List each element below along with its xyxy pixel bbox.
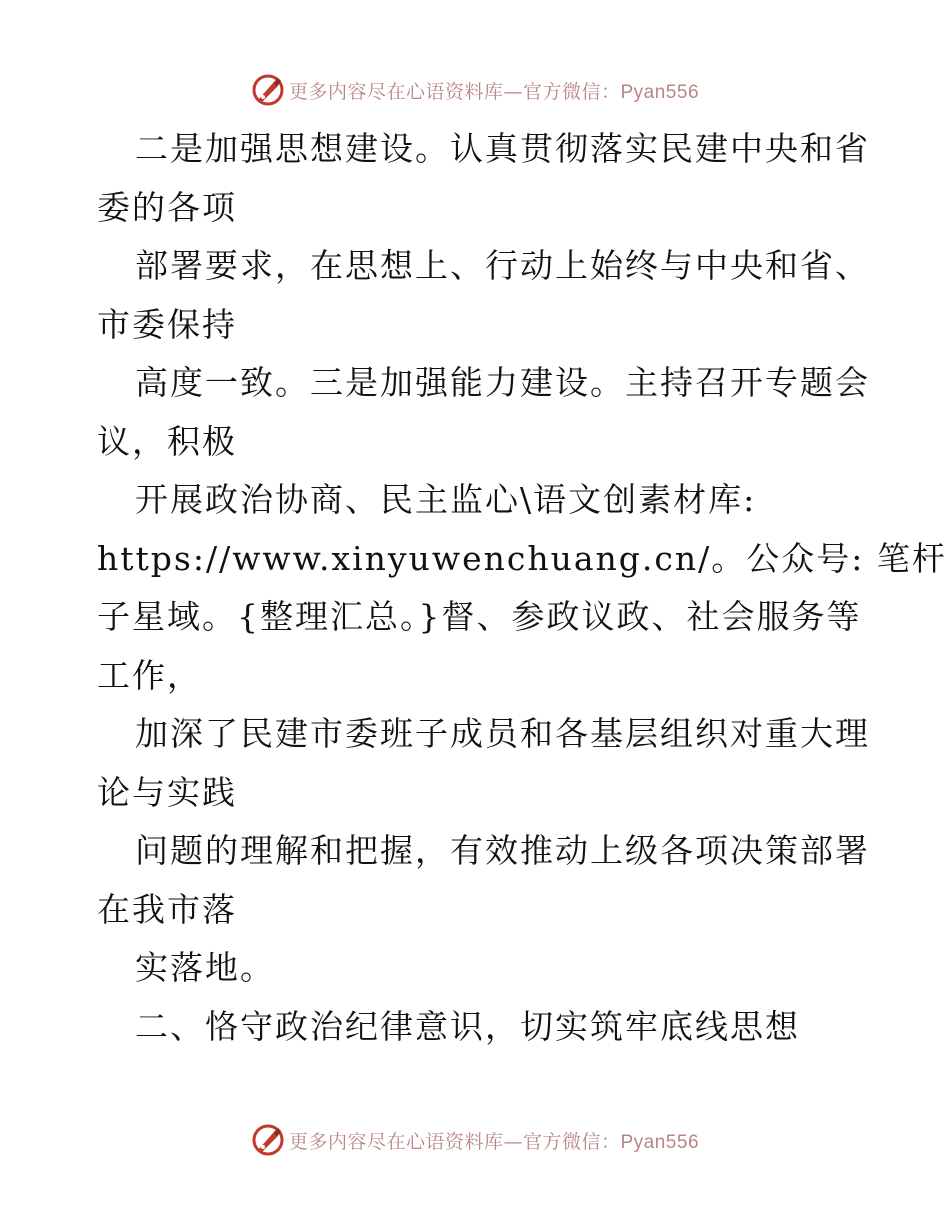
- text-line: 问题的理解和把握，有效推动上级各项决策部署: [135, 831, 870, 870]
- text-line: 市委保持: [97, 304, 237, 344]
- text-line: 议，积极: [97, 421, 237, 461]
- text-line: 论与实践: [97, 772, 237, 812]
- watermark-main: 更多内容尽在心语资料库: [288, 1130, 504, 1153]
- watermark-wechat-handle: Pyan556: [620, 1131, 700, 1153]
- watermark-wechat-handle: Pyan556: [620, 81, 700, 103]
- watermark-separator: —: [503, 80, 523, 103]
- watermark-wechat-label: 官方微信：: [522, 80, 621, 103]
- text-line: 开展政治协商、民主监心\语文创素材库:: [135, 480, 757, 519]
- text-line: 工作，: [97, 655, 202, 695]
- document-body: [97, 120, 947, 1056]
- watermark-text: [289, 77, 699, 104]
- pen-nib-logo-icon: [251, 1123, 285, 1157]
- text-line: 子星域。{整理汇总。}督、参政议政、社会服务等: [97, 597, 862, 636]
- watermark-main: 更多内容尽在心语资料库: [288, 80, 504, 103]
- header-watermark: [0, 70, 950, 110]
- footer-watermark: [0, 1120, 950, 1160]
- text-line: https://www.xinyuwenchuang.cn/。公众号: 笔杆: [97, 538, 947, 578]
- watermark-text: [289, 1127, 699, 1154]
- text-line: 高度一致。三是加强能力建设。主持召开专题会: [135, 363, 870, 402]
- text-line: 在我市落: [97, 889, 237, 929]
- text-line: 部署要求，在思想上、行动上始终与中央和省、: [135, 246, 870, 285]
- watermark-wechat-label: 官方微信：: [522, 1130, 621, 1153]
- pen-nib-logo-icon: [251, 73, 285, 107]
- text-line: 二、恪守政治纪律意识，切实筑牢底线思想: [135, 1006, 800, 1046]
- text-line: 委的各项: [97, 187, 237, 227]
- watermark-separator: —: [503, 1130, 523, 1153]
- text-line: 加深了民建市委班子成员和各基层组织对重大理: [135, 714, 870, 753]
- text-line: 实落地。: [135, 948, 275, 987]
- text-line: 二是加强思想建设。认真贯彻落实民建中央和省: [135, 129, 870, 168]
